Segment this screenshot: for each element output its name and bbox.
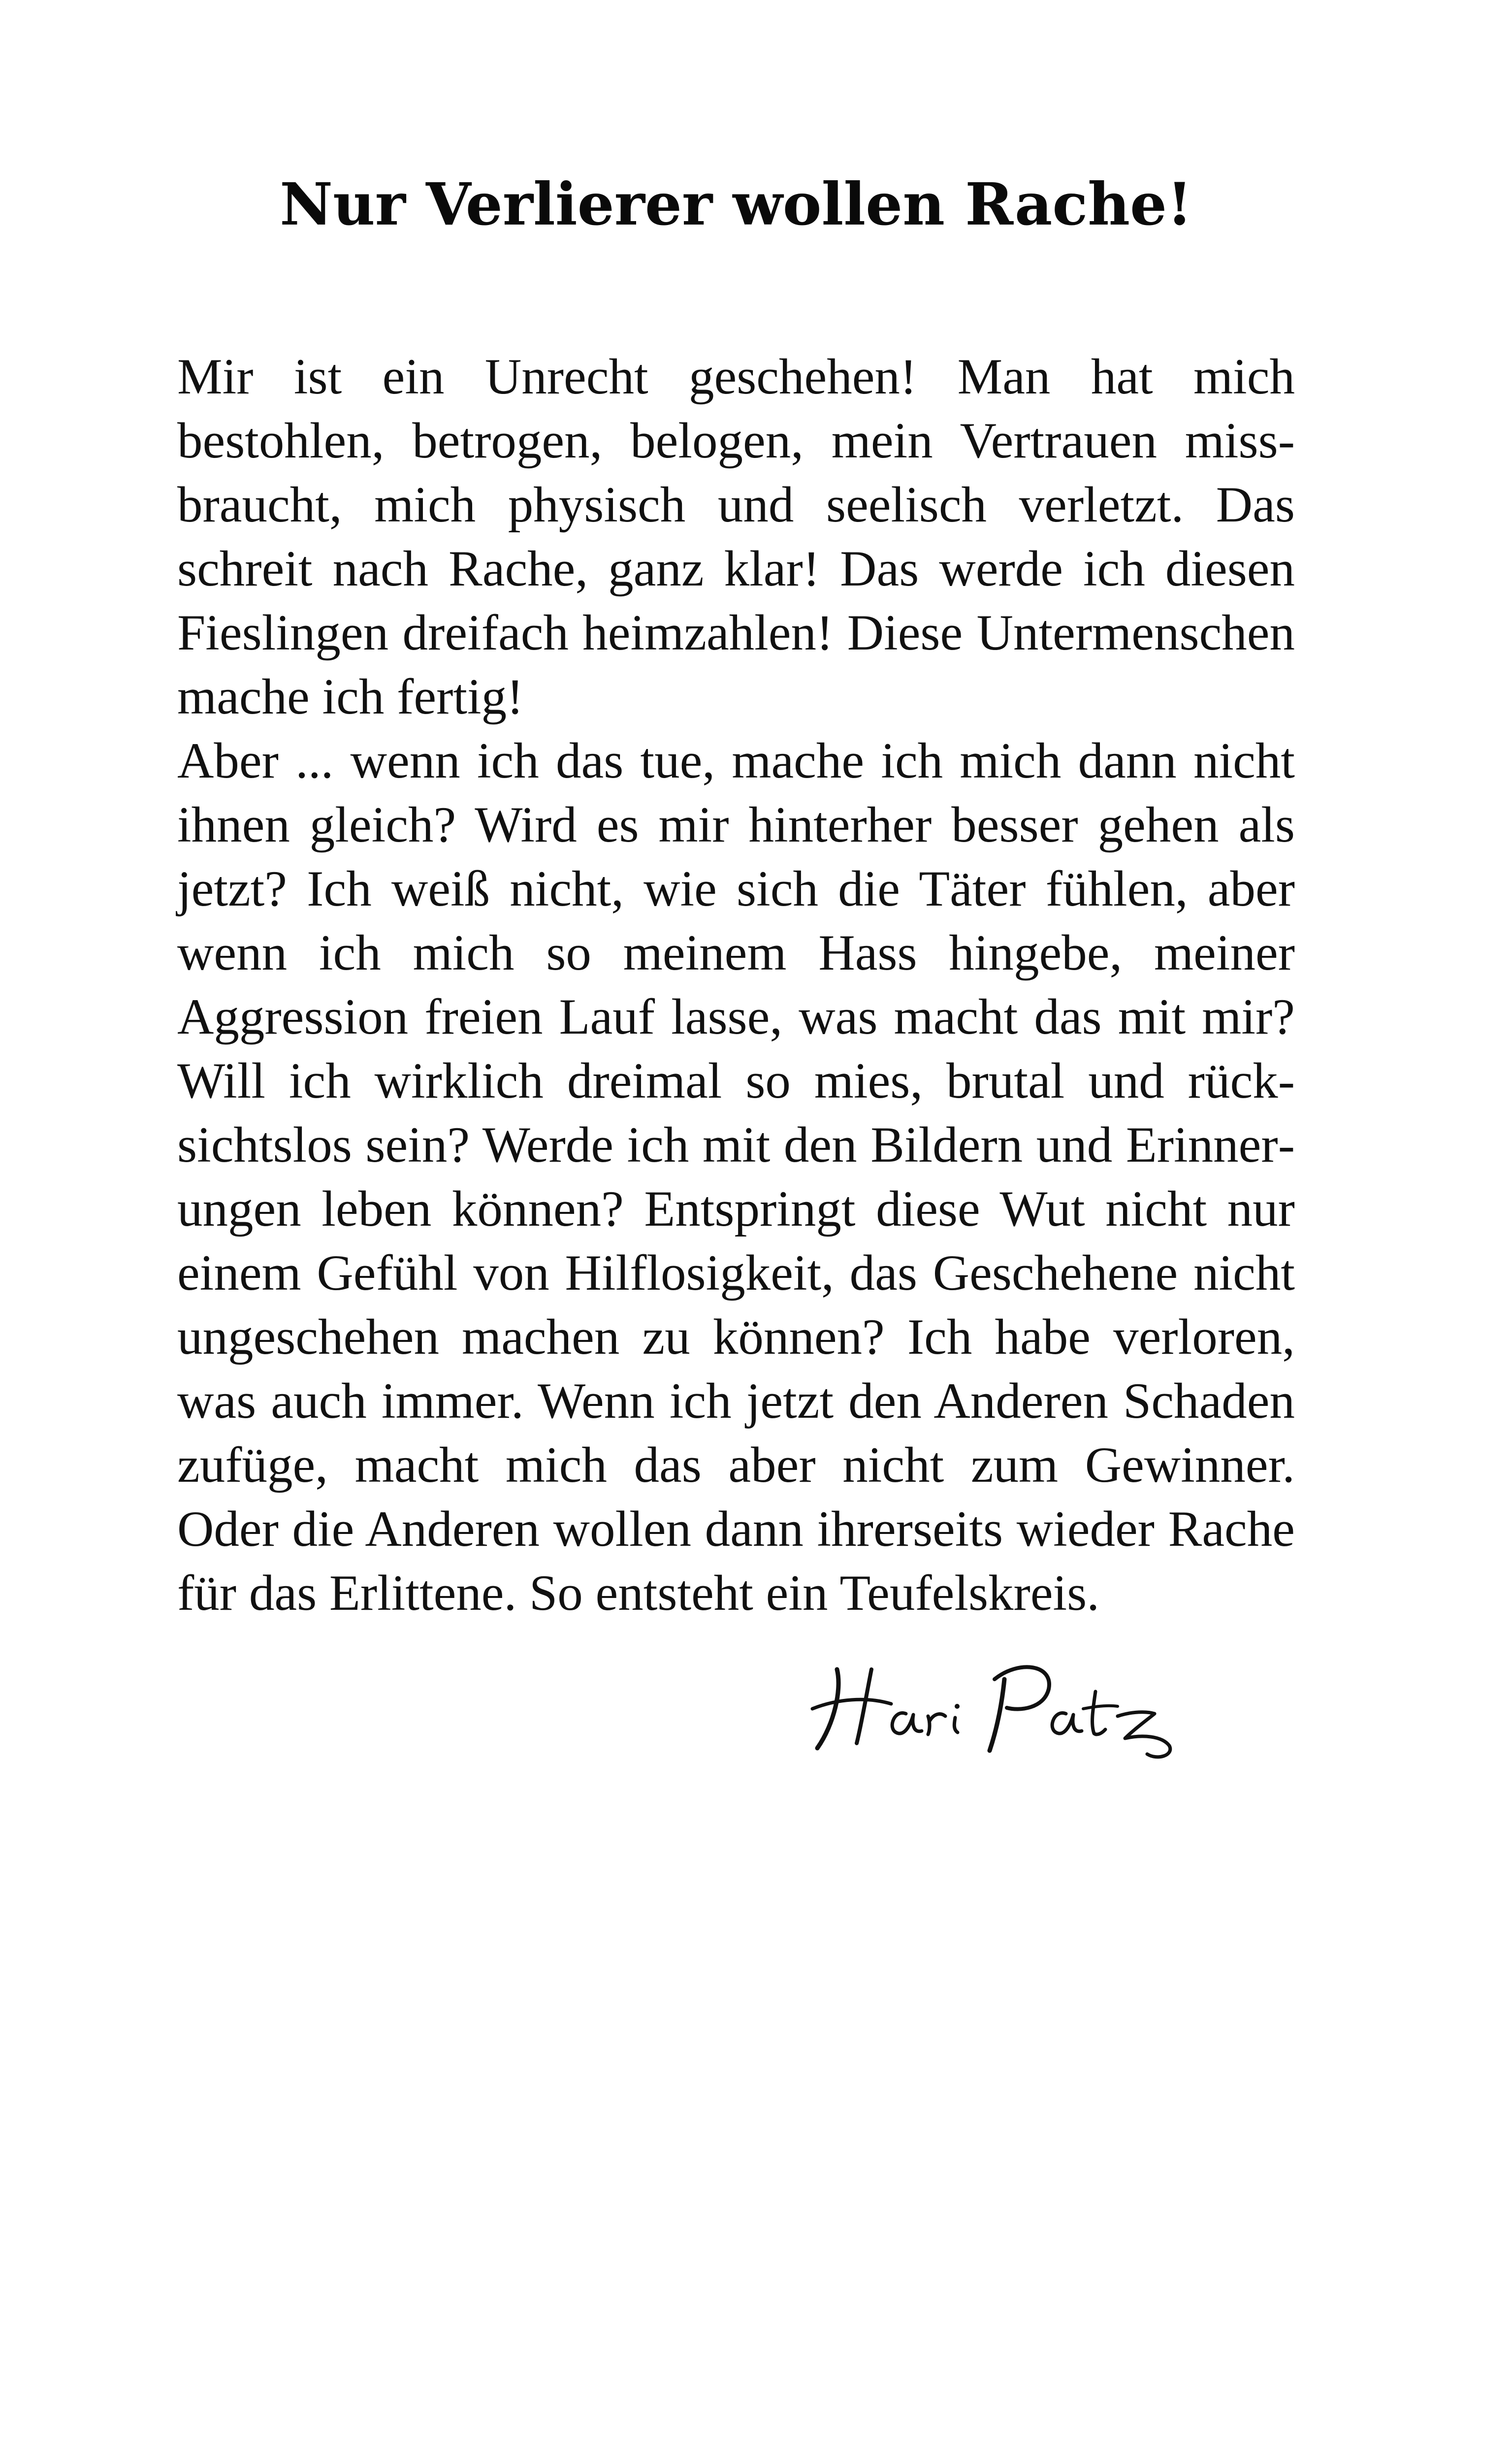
signature (807, 1650, 1182, 1763)
paragraph-1: Mir ist ein Unrecht geschehen! Man hat mich bestohlen, betrogen, belogen, mein Vertrauen missbraucht, mich physisch und seelisch verletzt. Das schreit nach Rache, ganz klar! Das werde ich diesen Fieslingen dreifach heimzahlen! Diese Untermenschen mache ich fertig! (177, 349, 1295, 725)
body-text (177, 345, 1295, 1625)
paragraph-2: Aber ... wenn ich das tue, mache ich mich dann nicht ihnen gleich? Wird es mir hinterher besser gehen als jetzt? Ich weiß nicht, wie sich die Täter fühlen, aber wenn ich mich so meinem Hass hingebe, meiner Aggression freien Lauf lasse, was macht das mit mir? Will ich wirklich dreimal so mies, brutal und rücksichtslos sein? Werde ich mit den Bildern und Erinnerungen leben können? Entspringt diese Wut nicht nur einem Gefühl von Hilflosigkeit, das Geschehene nicht ungeschehen machen zu können? Ich habe verloren, was auch immer. Wenn ich jetzt den Anderen Schaden zufüge, macht mich das aber nicht zum Gewinner. Oder die Anderen wollen dann ihrerseits wieder Rache für das Erlittene. So entsteht ein Teufelskreis. (177, 733, 1295, 1621)
page-title: Nur Verlierer wollen Rache! (280, 170, 1192, 238)
